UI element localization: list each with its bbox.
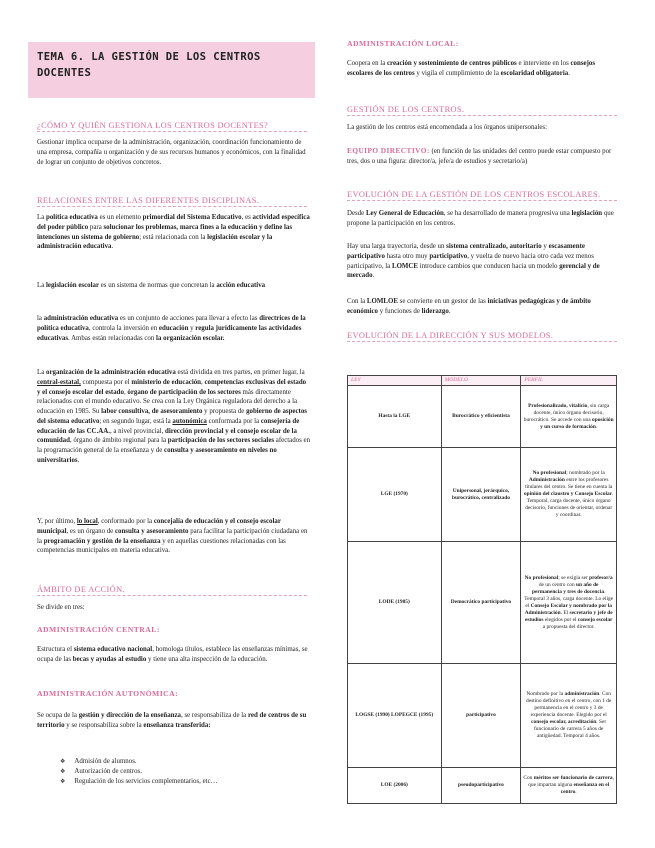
list-item: ❖ Admisión de alumnos. — [60, 757, 218, 767]
cell-perfil: Con méritos ser funcionario de carrera, que impartan alguna enseñanza en el centro. — [521, 768, 617, 804]
para-central: Estructura el sistema educativo nacional, homologa títulos, establece las enseñanzas mínimas, se ocupa de las becas y ayudas al estudio y tiene una alta inspección de la educación. — [37, 646, 308, 663]
cell-ley: LOE (2006) — [348, 768, 442, 804]
heading-admin-central: ADMINISTRACIÓN CENTRAL: — [37, 625, 160, 634]
para-gestion: La gestión de los centros está encomendada a los órganos unipersonales: — [347, 124, 548, 131]
heading-ambito: ÁMBITO DE ACCIÓN. — [37, 585, 307, 596]
cell-modelo: pseudoparticipativo — [441, 768, 521, 804]
header-ley: LEY — [348, 376, 442, 386]
para-legislacion: La legislación escolar es un sistema de normas que concretan la acción educativa — [37, 282, 266, 289]
list-competencias — [60, 757, 218, 787]
equipo-label: EQUIPO DIRECTIVO: — [347, 146, 430, 155]
para-lomloe: Con la LOMLOE se convierte en un gestor de las iniciativas pedagógicas y de ámbito económico y funciones de liderazgo. — [347, 298, 591, 315]
list-item: ❖ Regulación de los servicios complementarios, etc… — [60, 777, 218, 787]
header-perfil: PERFIL — [521, 376, 617, 386]
cell-ley: LOGSE (1990) LOPEGCE (1995) — [348, 664, 442, 768]
para-lge: Desde Ley General de Educación, se ha desarrollado de manera progresiva una legislación que propone la participación en los centros. — [347, 210, 614, 227]
para-local: Y, por último, lo local, conformado por la concejalía de educación y el consejo escolar municipal, es un órgano de consulta y asesoramiento para facilitar la participación ciudadana en la programación y gestión de la enseñanza y en aquellas cuestiones relacionadas con las competencias municipales en materia educativa. — [37, 518, 308, 555]
law-table — [347, 375, 617, 804]
cell-modelo: participativo — [441, 664, 521, 768]
para-administracion: la administración educativa es un conjunto de acciones para llevar a efecto las directrices de la política educativa, controla la inversión en educación y regula jurídicamente las actividades educativas. Ambas están relacionadas con la organización escolar. — [37, 315, 306, 342]
para-admin-local: Coopera en la creación y sostenimiento de centros públicos e interviene en los consejos escolares de los centros y vigila el cumplimiento de la escolaridad obligatoria. — [347, 60, 595, 77]
cell-modelo: Burocrático y eficientista — [441, 386, 521, 448]
page-title: TEMA 6. LA GESTIÓN DE LOS CENTROS DOCENTES — [37, 51, 261, 79]
para-politica: La política educativa es un elemento primordial del Sistema Educativo, es actividad específica del poder público para solucionar los problemas, marca fines a la educación y define las intenciones un sistema de gobierno; está relacionada con la legislación escolar y la administración educativa. — [37, 214, 310, 251]
table-row — [348, 386, 617, 448]
table-header-row — [348, 376, 617, 386]
heading-admin-local: ADMINISTRACIÓN LOCAL: — [347, 39, 459, 48]
para-divide: Se divide en tres: — [37, 604, 85, 611]
table-row — [348, 664, 617, 768]
table-row — [348, 768, 617, 804]
heading-evolucion-direccion: EVOLUCIÓN DE LA DIRECCIÓN Y SUS MODELOS. — [347, 331, 617, 342]
table-row — [348, 542, 617, 664]
para-organizacion: La organización de la administración educativa está dividida en tres partes, en primer lugar, la central-estatal, compuesta por el ministerio de educación, competencias exclusivas del estado y el consejo escolar del estado, órgano de participación de los sectores más directamente relacionados con el mundo educativo. Se crea con la Ley Orgánica reguladora del derecho a la educación en 1985. Su labor consultiva, de asesoramiento y propuesta de gobierno de aspectos del sistema educativo; en segundo lugar, está la autonómica conformada por la consejería de educación de las CC.AA., a nivel provincial, dirección provincial y el consejo escolar de la comunidad, órgano de ámbito regional para la participación de los sectores sociales afectados en la programación general de la enseñanza y de consulta y asesoramiento en niveles no universitarios. — [37, 369, 311, 464]
cell-perfil: Profesionalizado, vitalicio, sin carga docente, único órgano decisorio, burocrático. Se accede con una oposición y un curso de formación. — [521, 386, 617, 448]
equipo-text: (en función de las unidades del centro puede estar compuesto por tres, dos o una figura: director/a, jefe/a de estudios y secretario/a) — [347, 148, 612, 165]
para-equipo — [347, 146, 619, 167]
cell-ley: Hasta la LGE — [348, 386, 442, 448]
heading-admin-autonomica: ADMINISTRACIÓN AUTONÓMICA: — [37, 689, 179, 698]
cell-modelo: Democrático participativo — [441, 542, 521, 664]
para-gestionar: Gestionar implica ocuparse de la administración, organización, coordinación funcionamiento de una empresa, compañía u organización y de sus recursos humanos y económicos, con la finalidad de lograr un conjunto de objetivos concretos. — [37, 139, 306, 166]
heading-gestion: GESTIÓN DE LOS CENTROS. — [347, 105, 617, 116]
list-item: ❖ Autorización de centros. — [60, 767, 218, 777]
heading-como-quien: ¿CÓMO Y QUIÉN GESTIONA LOS CENTROS DOCENTES? — [37, 121, 307, 132]
cell-modelo: Unipersonal, jerárquico, burocrático, centralizado — [441, 448, 521, 542]
cell-ley: LODE (1985) — [348, 542, 442, 664]
cell-perfil: No profesional; nombrado por la Administración entre los profesores titulares del centro. Se tiene en cuenta la opinión del claustro y Consejo Escolar. Temporal, carga docente, único órgano decisorio, funciones de orientar, ordenar y coordinar. — [521, 448, 617, 542]
table-row — [348, 448, 617, 542]
cell-perfil: Nombrado por la administración. Con destino definitivo en el centro, con 1 de permanencia en el centro y 3 de experiencia docente. Elegido por el consejo escolar, acreditación. Ser funcionario de carrera 5 años de antigüedad. Temporal 4 años. — [521, 664, 617, 768]
title-banner — [28, 42, 315, 98]
cell-perfil: No profesional; se exigía ser profesor/a de un centro con un año de permanencia y tres de docencia. Temporal 3 años, carga docente. Lo elige el Consejo Escolar y nombrado por la Administración. El secretario y jefe de estudios elegidos por el consejo escolar a propuesta del director. — [521, 542, 617, 664]
para-autonomica: Se ocupa de la gestión y dirección de la enseñanza, se responsabiliza de la red de centros de su territorio y se responsabiliza sobre la enseñanza transferida: — [37, 712, 307, 729]
cell-ley: LGE (1970) — [348, 448, 442, 542]
para-trayectoria: Hay una larga trayectoria, desde un sistema centralizado, autoritario y escasamente participativo hasta otro muy participativo, y vuelta de nuevo hacia otro cada vez menos participativo, la LOMCE introduce cambios que conducen hacia un modelo gerencial y de mercado. — [347, 243, 600, 280]
heading-evolucion-gestion: EVOLUCIÓN DE LA GESTIÓN DE LOS CENTROS ESCOLARES. — [347, 190, 617, 201]
heading-relaciones: RELACIONES ENTRE LAS DIFERENTES DISCIPLINAS. — [37, 196, 307, 207]
header-modelo: MODELO — [441, 376, 521, 386]
